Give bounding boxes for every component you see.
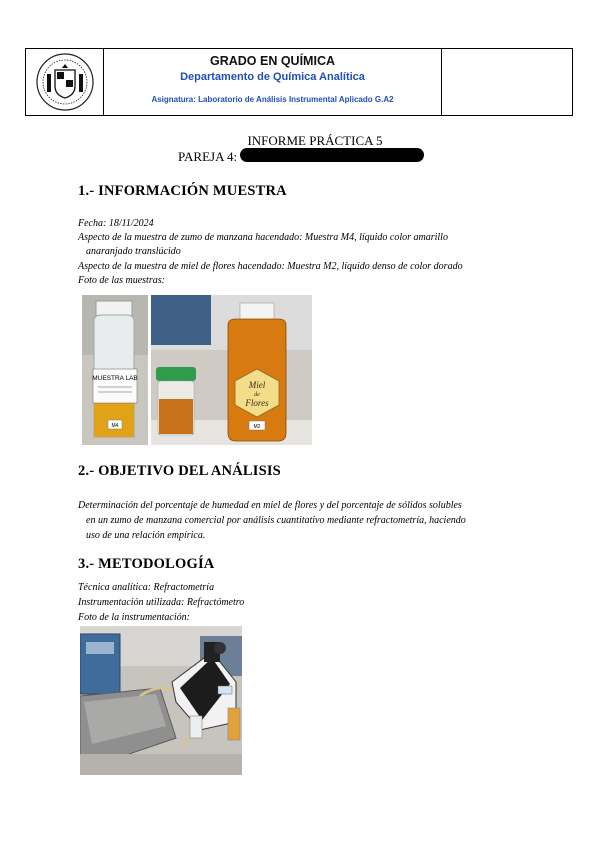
degree-title: GRADO EN QUÍMICA	[210, 54, 335, 68]
header-title-cell	[104, 49, 442, 115]
pair-label: PAREJA 4:	[178, 149, 238, 164]
objective-line1: Determinación del porcentaje de humedad en miel de flores y del porcentaje de sólidos solubles	[78, 500, 462, 511]
honey-brand-3: Flores	[245, 398, 269, 408]
samples-photo-label: Foto de las muestras:	[78, 275, 165, 286]
samples-photo-image	[82, 295, 312, 445]
instrument-photo	[80, 626, 242, 775]
technique-line: Técnica analítica: Refractometría	[78, 582, 215, 593]
section3-heading: 3.- METODOLOGÍA	[78, 556, 215, 572]
subject-name: Asignatura: Laboratorio de Análisis Instrumental Aplicado G.A2	[151, 95, 394, 104]
objective-line3: uso de una relación empírica.	[86, 530, 206, 541]
instrument-photo-label: Foto de la instrumentación:	[78, 612, 190, 623]
section1-heading: 1.- INFORMACIÓN MUESTRA	[78, 183, 287, 199]
header-table	[25, 48, 573, 116]
instrument-photo-image	[80, 626, 242, 775]
logo-cell	[26, 49, 104, 115]
samples-photo	[82, 295, 312, 445]
honey-sample: Aspecto de la muestra de miel de flores hacendado: Muestra M2, líquido denso de color dorado	[78, 261, 463, 272]
jar-tag-text: M2	[253, 424, 261, 430]
instrument-line: Instrumentación utilizada: Refractómetro	[78, 597, 245, 608]
header-empty-cell	[442, 49, 572, 115]
university-seal-icon	[35, 52, 95, 112]
honey-brand-2: de	[254, 392, 260, 398]
section2-heading: 2.- OBJETIVO DEL ANÁLISIS	[78, 463, 281, 479]
honey-brand-1: Miel	[248, 380, 266, 390]
apple-sample-line1: Aspecto de la muestra de zumo de manzana hacendado: Muestra M4, líquido color amarillo	[78, 232, 448, 243]
bottle-tag-text: M4	[111, 423, 119, 429]
redaction-bar	[240, 148, 424, 162]
report-title: INFORME PRÁCTICA 5	[247, 133, 383, 148]
department-name: Departamento de Química Analítica	[180, 71, 365, 83]
sample-date: Fecha: 18/11/2024	[78, 218, 154, 229]
apple-sample-line2: anaranjado translúcido	[86, 246, 181, 257]
objective-line2: en un zumo de manzana comercial por análisis cuantitativo mediante refractometría, haciendo	[86, 515, 466, 526]
bottle-label-text: MUESTRA LAB	[92, 375, 138, 382]
